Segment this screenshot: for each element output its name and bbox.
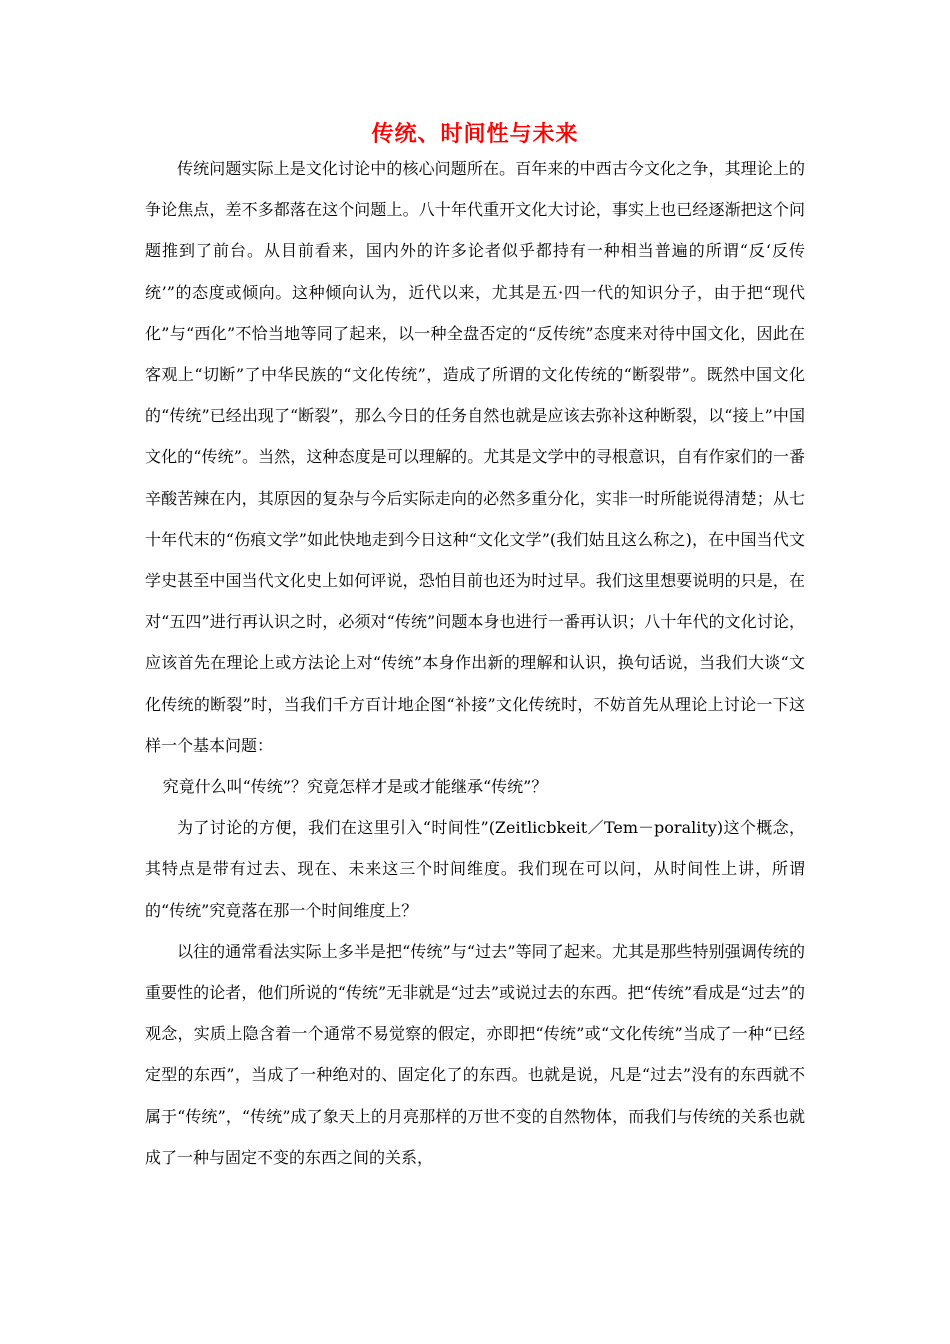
paragraph-3: 为了讨论的方便，我们在这里引入“时间性”(Zeitlicbkeit／Tem－porality)这个概念，其特点是带有过去、现在、未来这三个时间维度。我们现在可以问，从时间性上讲，所谓的“传统”究竟落在那一个时间维度上？ [145,818,805,920]
paragraph-1: 传统问题实际上是文化讨论中的核心问题所在。百年来的中西古今文化之争，其理论上的争论焦点，差不多都落在这个问题上。八十年代重开文化大讨论，事实上也已经逐渐把这个问题推到了前台。从目前看来，国内外的许多论者似乎都持有一种相当普遍的所谓“反‘反传统’”的态度或倾向。这种倾向认为，近代以来，尤其是五·四一代的知识分子，由于把“现代化”与“西化”不恰当地等同了起来，以一种全盘否定的“反传统”态度来对待中国文化，因此在客观上“切断”了中华民族的“文化传统”，造成了所谓的文化传统的“断裂带”。既然中国文化的“传统”已经出现了“断裂”，那么今日的任务自然也就是应该去弥补这种断裂，以“接上”中国文化的“传统”。当然，这种态度是可以理解的。尤其是文学中的寻根意识，自有作家们的一番辛酸苦辣在内，其原因的复杂与今后实际走向的必然多重分化，实非一时所能说得清楚；从七十年代末的“伤痕文学”如此快地走到今日这种“文化文学”(我们姑且这么称之)，在中国当代文学史甚至中国当代文化史上如何评说，恐怕目前也还为时过早。我们这里想要说明的只是，在对“五四”进行再认识之时，必须对“传统”问题本身也进行一番再认识；八十年代的文化讨论，应该首先在理论上或方法论上对“传统”本身作出新的理解和认识，换句话说，当我们大谈“文化传统的断裂”时，当我们千方百计地企图“补接”文化传统时，不妨首先从理论上讨论一下这样一个基本问题： [145,159,805,755]
document-title: 传统、时间性与未来 [371,121,579,147]
document-body [145,148,805,1178]
paragraph-4: 以往的通常看法实际上多半是把“传统”与“过去”等同了起来。尤其是那些特别强调传统的重要性的论者，他们所说的“传统”无非就是“过去”或说过去的东西。把“传统”看成是“过去”的观念，实质上隐含着一个通常不易觉察的假定，亦即把“传统”或“文化传统”当成了一种“已经定型的东西”，当成了一种绝对的、固定化了的东西。也就是说，凡是“过去”没有的东西就不属于“传统”，“传统”成了象天上的月亮那样的万世不变的自然物体，而我们与传统的关系也就成了一种与固定不变的东西之间的关系， [145,941,805,1167]
paragraph-2: 究竟什么叫“传统”？究竟怎样才是或才能继承“传统”？ [162,777,548,797]
